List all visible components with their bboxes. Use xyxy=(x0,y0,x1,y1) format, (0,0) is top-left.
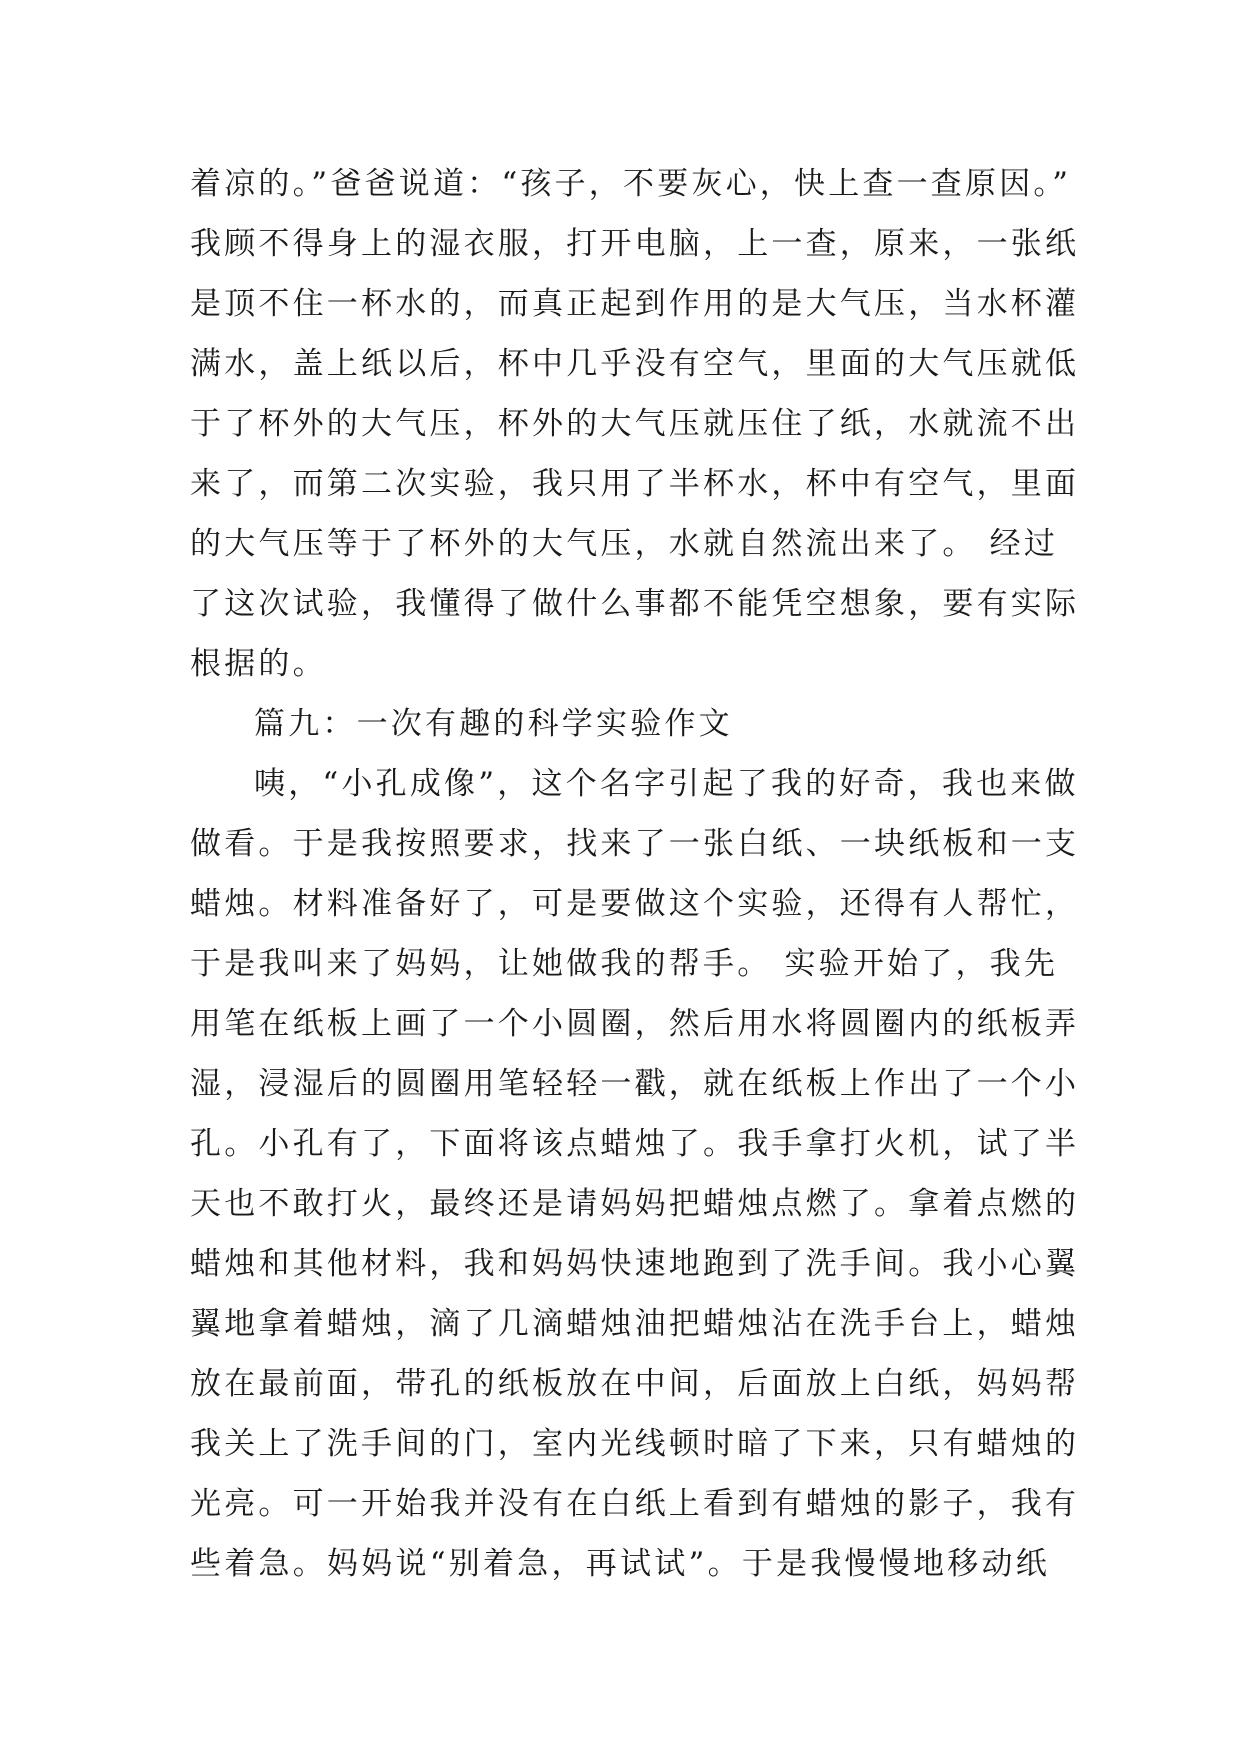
text-line: 着凉的。”爸爸说道：“孩子，不要灰心，快上查一查原因。” xyxy=(190,166,1072,202)
text-line: 了这次试验，我懂得了做什么事都不能凭空想象，要有实际 xyxy=(190,586,1080,622)
text-line: 做看。于是我按照要求，找来了一张白纸、一块纸板和一支 xyxy=(190,826,1080,862)
text-line: 的大气压等于了杯外的大气压，水就自然流出来了。 经过 xyxy=(190,526,1059,562)
text-line: 于是我叫来了妈妈，让她做我的帮手。 实验开始了，我先 xyxy=(190,946,1059,982)
text-line: 我顾不得身上的湿衣服，打开电脑，上一查，原来，一张纸 xyxy=(190,226,1080,262)
text-line: 天也不敢打火，最终还是请妈妈把蜡烛点燃了。拿着点燃的 xyxy=(190,1186,1080,1222)
text-line: 孔。小孔有了，下面将该点蜡烛了。我手拿打火机，试了半 xyxy=(190,1126,1080,1162)
text-line: 翼地拿着蜡烛，滴了几滴蜡烛油把蜡烛沾在洗手台上，蜡烛 xyxy=(190,1306,1080,1342)
paragraph-first-line: 咦，“小孔成像”，这个名字引起了我的好奇，我也来做 xyxy=(254,766,1079,802)
text-line: 于了杯外的大气压，杯外的大气压就压住了纸，水就流不出 xyxy=(190,406,1080,442)
text-line: 满水，盖上纸以后，杯中几乎没有空气，里面的大气压就低 xyxy=(190,346,1080,382)
text-line: 我关上了洗手间的门，室内光线顿时暗了下来，只有蜡烛的 xyxy=(190,1426,1080,1462)
text-line: 用笔在纸板上画了一个小圆圈，然后用水将圆圈内的纸板弄 xyxy=(190,1006,1080,1042)
section-heading: 篇九：一次有趣的科学实验作文 xyxy=(254,706,733,742)
text-line: 蜡烛和其他材料，我和妈妈快速地跑到了洗手间。我小心翼 xyxy=(190,1246,1080,1282)
text-line: 蜡烛。材料准备好了，可是要做这个实验，还得有人帮忙， xyxy=(190,886,1080,922)
text-line: 光亮。可一开始我并没有在白纸上看到有蜡烛的影子，我有 xyxy=(190,1486,1080,1522)
text-line: 来了，而第二次实验，我只用了半杯水，杯中有空气，里面 xyxy=(190,466,1080,502)
text-line: 些着急。妈妈说“别着急，再试试”。于是我慢慢地移动纸 xyxy=(190,1546,1050,1582)
text-line: 湿，浸湿后的圆圈用笔轻轻一戳，就在纸板上作出了一个小 xyxy=(190,1066,1080,1102)
text-line: 是顶不住一杯水的，而真正起到作用的是大气压，当水杯灌 xyxy=(190,286,1080,322)
text-line: 放在最前面，带孔的纸板放在中间，后面放上白纸，妈妈帮 xyxy=(190,1366,1080,1402)
text-line: 根据的。 xyxy=(190,646,327,682)
